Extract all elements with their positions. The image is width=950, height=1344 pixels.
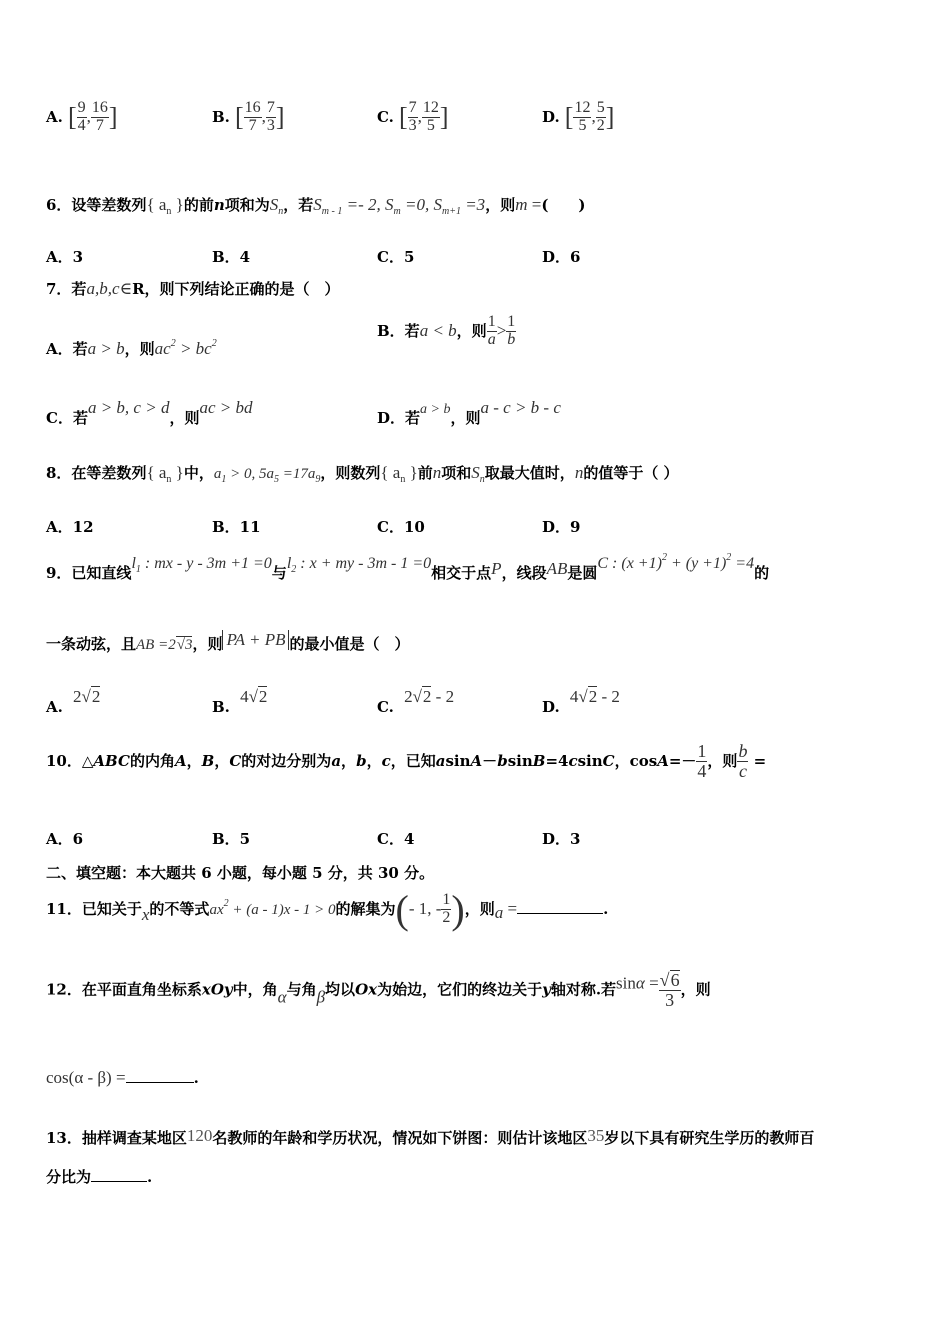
fraction: $\frac{7}{3}$ — [266, 99, 275, 134]
question-12: 12．在平面直角坐标系xOy中，角α与角β均以Ox为始边，它们的终边关于y轴对称.若sinα = $\frac{√6}{3}$ ，则 — [46, 970, 711, 1010]
question-13-line-2: 分比为 . — [46, 1168, 153, 1186]
q6-option-a: A．3 — [46, 248, 84, 266]
q5-option-c: C. [ $\frac{7}{3}$ , $\frac{12}{5}$ ] — [377, 99, 449, 134]
answer-blank[interactable] — [517, 913, 603, 914]
q10-option-a: A．6 — [46, 830, 84, 848]
q9-option-c: C. 2√2 - 2 — [377, 687, 455, 716]
q10-option-d: D．3 — [542, 830, 581, 848]
answer-blank[interactable] — [126, 1082, 194, 1083]
fraction: $\frac{16}{7}$ — [244, 99, 261, 134]
question-13: 13．抽样调查某地区120名教师的年龄和学历状况，情况如下饼图：则估计该地区35岁以下具有研究生学历的教师百 — [46, 1126, 815, 1147]
q7-option-a: A．若a > b，则$ac^2 > bc^2$ — [46, 338, 217, 358]
abs-value: PA + PB — [222, 630, 289, 650]
question-6: 6．设等差数列{ $a_n$ }的前n项和为$S_n$，若$S_{m - 1} =- 2$, $S_m =0$, $S_{m+1} =3$，则m =( ) — [46, 195, 586, 217]
question-9: 9．已知直线$l_1$ : mx - y - 3m +1 =0与$l_2$ : x + my - 3m - 1 =0相交于点P，线段AB是圆C : $(x +1)^2 + (y +1)^2 =4$的 — [46, 552, 770, 582]
fraction: $\frac{16}{7}$ — [91, 99, 108, 134]
q9-option-d: D. 4√2 - 2 — [542, 687, 620, 716]
q5-option-b: B. [ $\frac{16}{7}$ , $\frac{7}{3}$ ] — [212, 99, 285, 134]
fraction: $\frac{√6}{3}$ — [659, 970, 680, 1010]
q6-option-b: B．4 — [212, 248, 251, 266]
fraction: $\frac{7}{3}$ — [408, 99, 417, 134]
sqrt: √3 — [176, 637, 193, 653]
fraction: $\frac{1}{a}$ — [487, 313, 496, 348]
q6-option-d: D．6 — [542, 248, 581, 266]
q9-option-b: B. 4√2 — [212, 687, 268, 716]
q5-option-d: D. [ $\frac{12}{5}$ , $\frac{5}{2}$ ] — [542, 99, 615, 134]
q10-option-b: B．5 — [212, 830, 251, 848]
fraction: $\frac{9}{4}$ — [77, 99, 86, 134]
q6-option-c: C．5 — [377, 248, 415, 266]
question-11: 11．已知关于x的不等式$ax^2 + (a - 1)x - 1 > 0$的解集为(- 1, - $\frac{1}{2}$ )，则a = . — [46, 887, 609, 932]
q8-option-d: D．9 — [542, 518, 581, 536]
q7-option-c: C．若a > b, c > d，则ac > bd — [46, 398, 253, 427]
fraction: $\frac{5}{2}$ — [596, 99, 605, 134]
question-10: 10．△ABC的内角A，B，C的对边分别为a，b，c，已知asinA－bsinB=4csinC，cosA=－ $\frac{1}{4}$ ，则 $\frac{b}{c}$ = — [46, 741, 767, 781]
answer-blank[interactable] — [91, 1181, 147, 1182]
fraction: $\frac{12}{5}$ — [422, 99, 439, 134]
question-9-line-2: 一条动弦，且AB =2√3，则 PA + PB 的最小值是（ ） — [46, 630, 410, 653]
q5-option-a: A. [ $\frac{9}{4}$ , $\frac{16}{7}$ ] — [46, 99, 118, 134]
option-label: A. — [46, 107, 63, 126]
question-7: 7．若a,b,c∈R，则下列结论正确的是（ ） — [46, 279, 340, 298]
q8-option-b: B．11 — [212, 518, 261, 536]
q7-option-d: D．若a > b，则a - c > b - c — [377, 398, 561, 427]
fraction: $\frac{b}{c}$ — [738, 741, 748, 781]
fraction: $\frac{1}{2}$ — [442, 891, 451, 926]
q10-option-c: C．4 — [377, 830, 415, 848]
q8-option-c: C．10 — [377, 518, 425, 536]
section-heading: 二、填空题：本大题共 6 小题，每小题 5 分，共 30 分。 — [46, 864, 435, 882]
fraction: $\frac{1}{b}$ — [507, 313, 516, 348]
fraction: $\frac{1}{4}$ — [697, 741, 707, 781]
fraction: $\frac{12}{5}$ — [574, 99, 591, 134]
q7-option-b: B．若a < b，则 $\frac{1}{a}$ > $\frac{1}{b}$ — [377, 313, 516, 348]
q8-option-a: A．12 — [46, 518, 94, 536]
question-12-line-2: cos(α - β) = . — [46, 1068, 199, 1087]
question-8: 8．在等差数列{ $a_n$ }中，$a_1 > 0$, $5a_5 =17a_9$，则数列{ $a_n$ }前n项和$S_n$取最大值时，n的值等于（ ） — [46, 463, 679, 485]
q9-option-a: A. 2√2 — [46, 687, 101, 716]
